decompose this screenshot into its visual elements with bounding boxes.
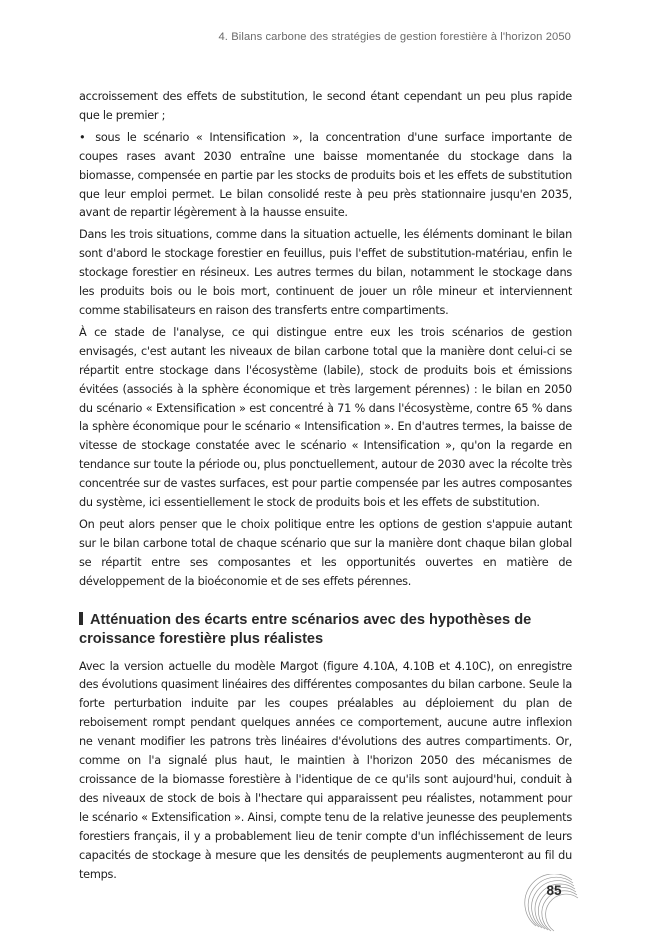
section-heading [79,611,572,650]
paragraph: On peut alors penser que le choix politique entre les options de gestion s'appuie autant sur le bilan carbone total de chaque scénario que sur la manière dont chaque bilan global se répartit entre ses composantes et les opportunités ouvertes en matière de développement de la bioéconomie et de ses effets pérennes. [79,517,572,588]
section-heading-text: Atténuation des écarts entre scénarios avec des hypothèses de croissance forestière plus réalistes [79,611,532,648]
page-number: 85 [546,883,562,898]
running-header: 4. Bilans carbone des stratégies de gestion forestière à l'horizon 2050 [218,31,571,43]
paragraph: accroissement des effets de substitution, le second étant cependant un peu plus rapide que le premier ; [79,90,572,122]
bullet-item [79,129,572,224]
paragraph: Avec la version actuelle du modèle Margot (figure 4.10A, 4.10B et 4.10C), on enregistre des évolutions quasiment linéaires des différentes composantes du bilan carbone. Seule la forte perturbation induite par les coupes préalables au déploiement du plan de reboisement rompt pendant quelques années ce comportement, aucune autre inflexion ne venant modifier les patrons très linéaires d'évolutions des autres compartiments. Or, comme on l'a signalé plus haut, le maintien à l'horizon 2050 des mécanismes de croissance de la biomasse forestière à l'identique de ce qu'ils sont aujourd'hui, conduit à des niveaux de stock de bois à l'hectare qui apparaissent peu réalistes, notamment pour le scénario « Extensification ». Ainsi, compte tenu de la relative jeunesse des peuplements forestiers français, il y a probablement lieu de tenir compte d'un infléchissement de leurs capacités de stockage à mesure que les densités de peuplements augmenteront au fil du temps. [79,659,572,881]
bullet-text: sous le scénario « Intensification », la concentration d'une surface importante de coupes rases avant 2030 entraîne une baisse momentanée du stockage dans la biomasse, compensée en partie par les stocks de produits bois et les effets de substitution que leur emploi permet. Le bilan consolidé reste à peu près stationnaire jusqu'en 2035, avant de repartir légèrement à la hausse ensuite. [79,130,572,220]
paragraph: À ce stade de l'analyse, ce qui distingue entre eux les trois scénarios de gestion envisagés, c'est autant les niveaux de bilan carbone total que la manière dont celui-ci se répartit entre stockage dans l'écosystème (labile), stock de produits bois et émissions évitées (associés à la sphère économique et très largement pérennes) : le bilan en 2050 du scénario « Extensification » est concentré à 71 % dans l'écosystème, contre 65 % dans la sphère économique pour le scénario « Intensification ». En d'autres termes, la baisse de vitesse de stockage constatée avec le scénario « Intensification », qu'on la regarde en tendance sur toute la période ou, plus ponctuellement, autour de 2030 avec la récolte très concentrée sur de vastes surfaces, est pour partie compensée par les autres composantes du système, ici essentiellement le stock de produits bois et les effets de substitution. [79,325,572,510]
body-text [79,88,572,887]
bullet-icon: • [79,130,86,144]
heading-bar-icon [79,612,83,625]
paragraph: Dans les trois situations, comme dans la situation actuelle, les éléments dominant le bilan sont d'abord le stockage forestier en feuillus, puis l'effet de substitution-matériau, enfin le stockage forestier en résineux. Les autres termes du bilan, notamment le stockage dans les produits bois ou le bois mort, continuent de jouer un rôle mineur et interviennent comme stabilisateurs en raison des transferts entre compartiments. [79,228,572,317]
